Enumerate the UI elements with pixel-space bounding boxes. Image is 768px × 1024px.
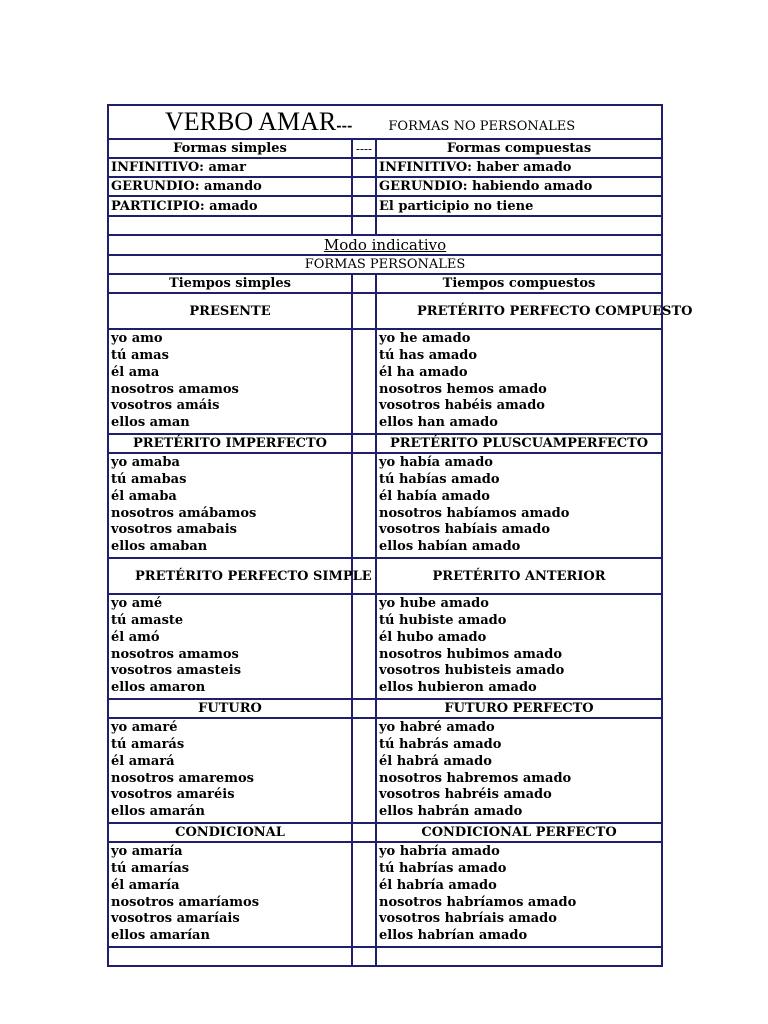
empty-cell <box>352 947 376 966</box>
conjugation-form: nosotros hemos amado <box>379 381 547 397</box>
conjugation-form: tú amarás <box>111 736 185 752</box>
infinitivo-simple: INFINITIVO: amar <box>108 158 352 177</box>
simple-forms-cell <box>108 453 352 558</box>
conjugation-form: ellos amarán <box>111 804 205 820</box>
mode-heading-cell <box>108 235 662 255</box>
conjugation-form: tú habrás amado <box>379 736 502 752</box>
col-header-tiempos-compuestos: Tiempos compuestos <box>376 274 662 293</box>
conjugation-form: tú amaste <box>111 612 184 628</box>
mode-heading: Modo indicativo <box>323 236 447 254</box>
conjugation-form: nosotros habríamos amado <box>379 894 577 910</box>
conjugation-form: yo amaría <box>111 844 183 860</box>
conjugation-form: nosotros amamos <box>111 381 239 397</box>
conjugation-form: yo había amado <box>379 455 493 471</box>
participio-compuesto: El participio no tiene <box>376 196 662 216</box>
conjugation-form: él ha amado <box>379 364 468 380</box>
conjugation-form: nosotros amamos <box>111 646 239 662</box>
tense-forms-row <box>108 329 662 434</box>
empty-cell <box>352 453 376 558</box>
empty-cell <box>352 177 376 196</box>
page-title: VERBO AMAR <box>165 107 337 136</box>
conjugation-form: ellos habrán amado <box>379 804 523 820</box>
tense-name-simple: PRETÉRITO IMPERFECTO <box>108 434 352 453</box>
conjugation-form: él amó <box>111 629 160 645</box>
table-row <box>108 158 662 177</box>
empty-cell <box>108 216 352 235</box>
conjugation-form: nosotros amaremos <box>111 770 254 786</box>
tiempos-header-row <box>108 274 662 293</box>
empty-row <box>108 947 662 966</box>
empty-cell <box>352 718 376 823</box>
empty-row <box>108 216 662 235</box>
conjugation-form: yo habré amado <box>379 720 495 736</box>
conjugation-form: él había amado <box>379 488 490 504</box>
conjugation-form: nosotros habíamos amado <box>379 505 570 521</box>
conjugation-form: ellos amaron <box>111 680 206 696</box>
conjugation-form: vosotros hubisteis amado <box>379 663 565 679</box>
mode-row <box>108 235 662 255</box>
tense-name-simple: PRESENTE <box>108 293 352 329</box>
conjugation-form: él ama <box>111 364 160 380</box>
tense-name-compuesto: PRETÉRITO PERFECTO COMPUESTO <box>376 293 662 329</box>
conjugation-form: yo he amado <box>379 331 471 347</box>
compuesto-forms-cell <box>376 718 662 823</box>
tense-header-row <box>108 293 662 329</box>
participio-simple: PARTICIPIO: amado <box>108 196 352 216</box>
conjugation-form: ellos habían amado <box>379 539 521 555</box>
conjugation-form: él amaría <box>111 877 180 893</box>
conjugation-form: nosotros amábamos <box>111 505 257 521</box>
conjugation-form: yo amo <box>111 331 163 347</box>
compuesto-forms-cell <box>376 453 662 558</box>
conjugation-form: tú amas <box>111 347 169 363</box>
conjugation-form: vosotros amabais <box>111 522 237 538</box>
tense-header-row <box>108 699 662 718</box>
tense-name-compuesto: PRETÉRITO ANTERIOR <box>376 558 662 594</box>
conjugation-form: yo amaba <box>111 455 180 471</box>
empty-cell <box>352 274 376 293</box>
simple-forms-cell <box>108 594 352 699</box>
conjugation-form: yo hube amado <box>379 596 489 612</box>
conjugation-form: vosotros habréis amado <box>379 787 552 803</box>
empty-cell <box>352 196 376 216</box>
conjugation-form: vosotros amaríais <box>111 911 240 927</box>
conjugation-form: ellos amarían <box>111 928 210 944</box>
no-personales-header-row <box>108 139 662 158</box>
col-header-separator: ---- <box>352 139 376 158</box>
tense-name-compuesto: CONDICIONAL PERFECTO <box>376 823 662 842</box>
tense-name-compuesto: PRETÉRITO PLUSCUAMPERFECTO <box>376 434 662 453</box>
table-row <box>108 196 662 216</box>
conjugation-form: tú hubiste amado <box>379 612 507 628</box>
empty-cell <box>108 947 352 966</box>
conjugation-form: ellos habrían amado <box>379 928 528 944</box>
conjugation-form: yo amé <box>111 596 163 612</box>
infinitivo-compuesto: INFINITIVO: haber amado <box>376 158 662 177</box>
conjugation-form: ellos aman <box>111 415 190 431</box>
gerundio-simple: GERUNDIO: amando <box>108 177 352 196</box>
empty-cell <box>352 329 376 434</box>
conjugation-form: nosotros amaríamos <box>111 894 260 910</box>
table-row <box>108 177 662 196</box>
formas-personales-heading: FORMAS PERSONALES <box>108 255 662 274</box>
conjugation-form: vosotros habríais amado <box>379 911 557 927</box>
title-cell <box>108 105 662 139</box>
conjugation-form: tú habrías amado <box>379 860 507 876</box>
conjugation-form: él amará <box>111 753 175 769</box>
tense-header-row <box>108 558 662 594</box>
simple-forms-cell <box>108 842 352 947</box>
personales-row <box>108 255 662 274</box>
compuesto-forms-cell <box>376 842 662 947</box>
tense-forms-row <box>108 453 662 558</box>
tense-forms-row <box>108 718 662 823</box>
conjugation-form: vosotros amaréis <box>111 787 235 803</box>
tense-name-simple: CONDICIONAL <box>108 823 352 842</box>
conjugation-form: tú amarías <box>111 860 190 876</box>
conjugation-form: yo amaré <box>111 720 178 736</box>
conjugation-form: él amaba <box>111 488 177 504</box>
conjugation-form: yo habría amado <box>379 844 500 860</box>
tense-name-compuesto: FUTURO PERFECTO <box>376 699 662 718</box>
conjugation-form: ellos amaban <box>111 539 208 555</box>
tense-name-simple: FUTURO <box>108 699 352 718</box>
conjugation-form: ellos hubieron amado <box>379 680 537 696</box>
tense-header-row <box>108 823 662 842</box>
title-dashes: --- <box>336 119 353 134</box>
conjugation-form: nosotros habremos amado <box>379 770 572 786</box>
empty-cell <box>376 947 662 966</box>
gerundio-compuesto: GERUNDIO: habiendo amado <box>376 177 662 196</box>
empty-cell <box>352 216 376 235</box>
col-header-tiempos-simples: Tiempos simples <box>108 274 352 293</box>
conjugation-table <box>107 104 693 967</box>
empty-cell <box>352 293 376 329</box>
col-header-formas-simples: Formas simples <box>108 139 352 158</box>
conjugation-form: vosotros amáis <box>111 398 220 414</box>
title-row <box>108 105 662 139</box>
simple-forms-cell <box>108 718 352 823</box>
empty-cell <box>352 699 376 718</box>
conjugation-form: tú amabas <box>111 471 187 487</box>
tense-name-simple: PRETÉRITO PERFECTO SIMPLE <box>108 558 352 594</box>
empty-cell <box>352 842 376 947</box>
conjugation-form: tú has amado <box>379 347 478 363</box>
conjugation-form: él habrá amado <box>379 753 492 769</box>
empty-cell <box>376 216 662 235</box>
empty-cell <box>352 594 376 699</box>
page-subtitle: FORMAS NO PERSONALES <box>388 119 576 134</box>
conjugation-form: vosotros habíais amado <box>379 522 551 538</box>
conjugation-form: ellos han amado <box>379 415 498 431</box>
conjugation-form: vosotros amasteis <box>111 663 242 679</box>
conjugation-form: él hubo amado <box>379 629 487 645</box>
conjugation-form: nosotros hubimos amado <box>379 646 563 662</box>
col-header-formas-compuestas: Formas compuestas <box>376 139 662 158</box>
tense-forms-row <box>108 594 662 699</box>
conjugation-form: él habría amado <box>379 877 497 893</box>
conjugation-form: tú habías amado <box>379 471 500 487</box>
empty-cell <box>352 434 376 453</box>
conjugation-form: vosotros habéis amado <box>379 398 545 414</box>
empty-cell <box>352 158 376 177</box>
compuesto-forms-cell <box>376 329 662 434</box>
empty-cell <box>352 823 376 842</box>
simple-forms-cell <box>108 329 352 434</box>
tense-header-row <box>108 434 662 453</box>
compuesto-forms-cell <box>376 594 662 699</box>
tense-forms-row <box>108 842 662 947</box>
